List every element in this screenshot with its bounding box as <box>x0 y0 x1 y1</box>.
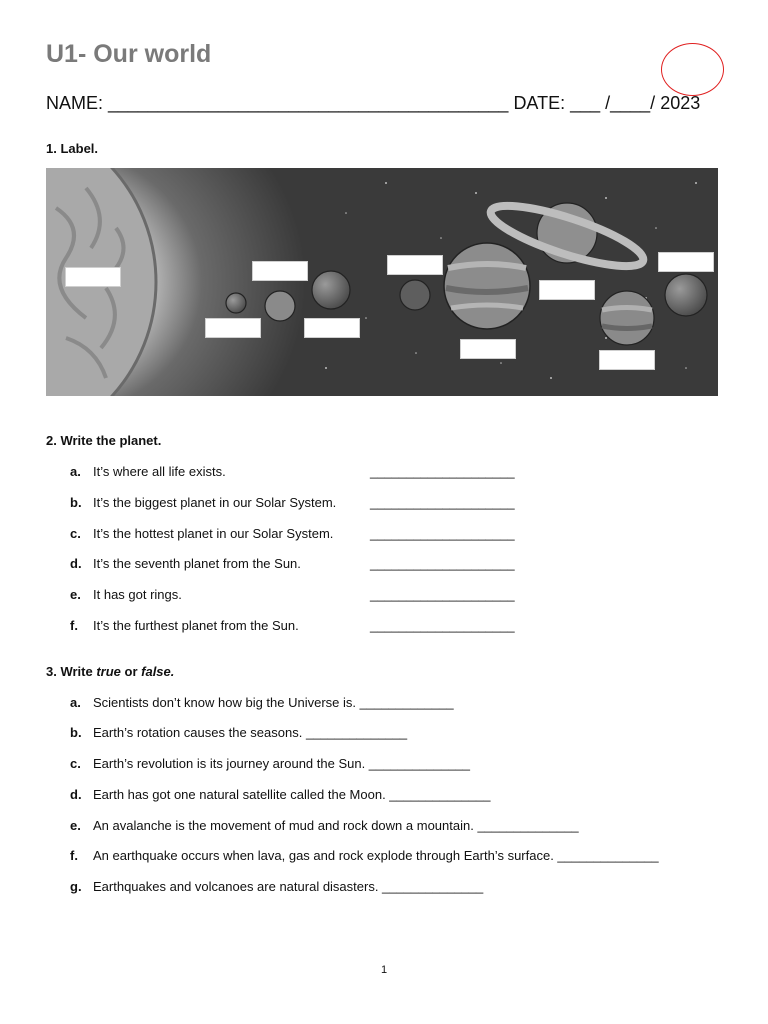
answer-blank[interactable]: ____________________ <box>370 587 515 602</box>
heading-false: false. <box>141 664 175 679</box>
statement-text[interactable]: Earth’s rotation causes the seasons. ______________ <box>93 725 408 740</box>
question-2a <box>70 464 515 479</box>
section-1-heading: 1. Label. <box>46 141 99 156</box>
statement-letter: f. <box>70 848 78 863</box>
statement-text[interactable]: Earth has got one natural satellite called the Moon. ______________ <box>93 787 491 802</box>
label-box-venus[interactable] <box>252 261 308 281</box>
planet-earth <box>312 271 350 309</box>
question-letter: d. <box>70 556 82 571</box>
statement-text[interactable]: Earth’s revolution is its journey around the Sun. ______________ <box>93 756 471 771</box>
statement-3d <box>70 787 491 802</box>
statement-3c <box>70 756 470 771</box>
statement-letter: a. <box>70 695 81 710</box>
statement-3a <box>70 695 454 710</box>
planet-mercury <box>226 293 246 313</box>
question-text: It’s the biggest planet in our Solar System. <box>93 495 337 510</box>
label-box-saturn[interactable] <box>539 280 595 300</box>
statement-text[interactable]: Scientists don’t know how big the Universe is. _____________ <box>93 695 454 710</box>
question-letter: c. <box>70 526 81 541</box>
page-number: 1 <box>380 964 388 976</box>
heading-true: true <box>96 664 121 679</box>
question-2c <box>70 526 515 541</box>
question-text: It’s the hottest planet in our Solar System. <box>93 526 334 541</box>
question-2e <box>70 587 515 602</box>
label-box-sun[interactable] <box>65 267 121 287</box>
section-2-heading: 2. Write the planet. <box>46 433 162 448</box>
section-3-heading <box>46 664 174 679</box>
question-letter: f. <box>70 618 78 633</box>
heading-prefix: 3. Write <box>46 664 97 679</box>
question-text: It has got rings. <box>93 587 182 602</box>
answer-blank[interactable]: ____________________ <box>370 495 515 510</box>
heading-or: or <box>120 664 142 679</box>
planet-venus <box>265 291 295 321</box>
grade-circle <box>661 43 724 96</box>
label-box-jupiter[interactable] <box>460 339 516 359</box>
label-box-mercury[interactable] <box>205 318 261 338</box>
question-text: It’s where all life exists. <box>93 464 226 479</box>
planet-neptune <box>665 274 707 316</box>
statement-text[interactable]: An avalanche is the movement of mud and rock down a mountain. ______________ <box>93 818 579 833</box>
statement-3f <box>70 848 659 863</box>
solar-system-image <box>46 168 718 396</box>
question-2b <box>70 495 515 510</box>
label-box-uranus[interactable] <box>599 350 655 370</box>
planet-uranus <box>600 291 654 345</box>
planet-jupiter <box>444 243 530 329</box>
label-box-neptune[interactable] <box>658 252 714 272</box>
statement-letter: b. <box>70 725 82 740</box>
question-letter: b. <box>70 495 82 510</box>
question-text: It’s the seventh planet from the Sun. <box>93 556 301 571</box>
statement-letter: c. <box>70 756 81 771</box>
name-date-line: NAME: ________________________________________ DATE: ___ /____/ 2023 <box>46 93 701 113</box>
statement-letter: e. <box>70 818 81 833</box>
statement-3b <box>70 725 407 740</box>
label-box-earth[interactable] <box>304 318 360 338</box>
page-title: U1- Our world <box>46 40 212 68</box>
answer-blank[interactable]: ____________________ <box>370 526 515 541</box>
statement-letter: g. <box>70 879 82 894</box>
statement-letter: d. <box>70 787 82 802</box>
statement-text[interactable]: An earthquake occurs when lava, gas and rock explode through Earth’s surface. ______________ <box>93 848 659 863</box>
label-box-mars[interactable] <box>387 255 443 275</box>
answer-blank[interactable]: ____________________ <box>370 556 515 571</box>
statement-3e <box>70 818 579 833</box>
planet-mars <box>400 280 430 310</box>
question-letter: e. <box>70 587 81 602</box>
question-2d <box>70 556 515 571</box>
statement-text[interactable]: Earthquakes and volcanoes are natural disasters. ______________ <box>93 879 484 894</box>
statement-3g <box>70 879 483 894</box>
question-text: It’s the furthest planet from the Sun. <box>93 618 299 633</box>
answer-blank[interactable]: ____________________ <box>370 618 515 633</box>
question-2f <box>70 618 515 633</box>
answer-blank[interactable]: ____________________ <box>370 464 515 479</box>
question-letter: a. <box>70 464 81 479</box>
